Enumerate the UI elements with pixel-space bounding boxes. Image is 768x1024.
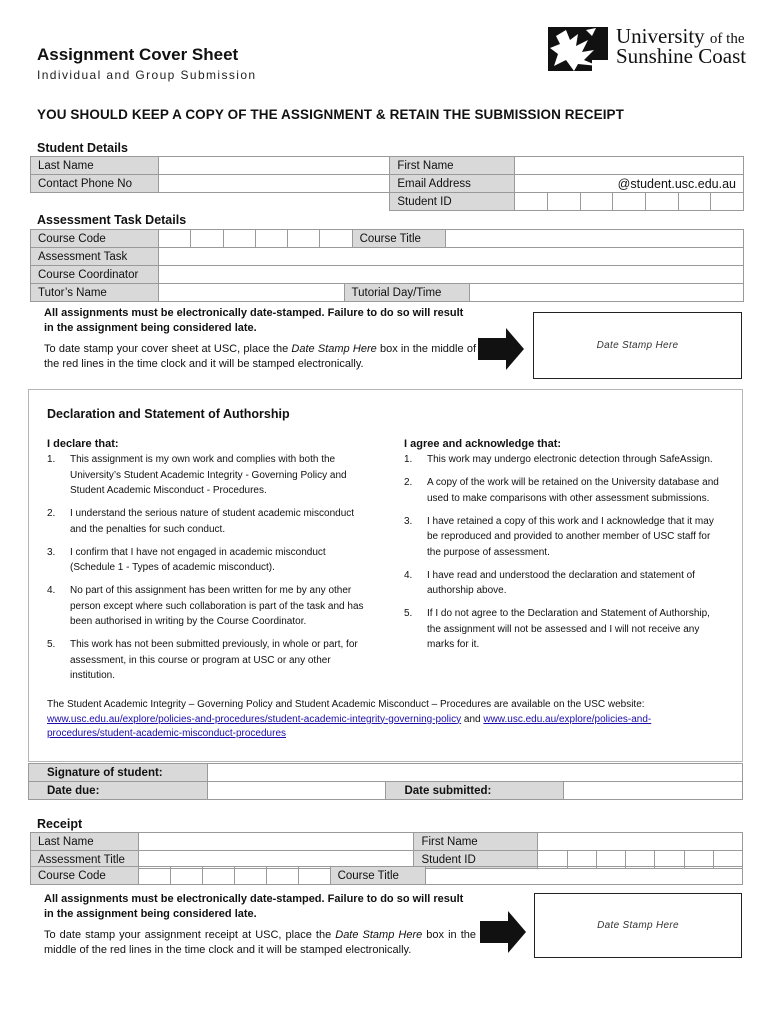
assessment-task-label: Assessment Task	[31, 248, 159, 266]
integrity-policy-link[interactable]: www.usc.edu.au/explore/policies-and-procedures/student-academic-integrity-governing-policy	[47, 713, 462, 725]
email-field[interactable]	[515, 175, 744, 193]
receipt-date-stamp-warning: All assignments must be electronically date-stamped. Failure to do so will result in the assignment being considered late.	[44, 893, 464, 920]
misconduct-procedures-link[interactable]: www.usc.edu.au/explore/policies-and-procedures/student-academic-misconduct-procedures	[47, 713, 652, 739]
receipt-course-code-label: Course Code	[31, 867, 139, 885]
policy-availability-text: The Student Academic Integrity – Governing Policy and Student Academic Misconduct – Procedures are available on the USC website: www.usc.edu.au/explore/policies-and-procedures/student-academic-integrity-governing-policy and www.usc.edu.au/explore/policies-and-procedures/student-academic-misconduct-procedures	[47, 699, 652, 739]
list-item: 3. I confirm that I have not engaged in academic misconduct (Schedule 1 - Types of academic misconduct).	[47, 546, 326, 573]
signature-table	[28, 763, 743, 800]
logo-wordmark-line1: University of the	[616, 24, 745, 48]
usc-logo-mark-icon	[548, 26, 610, 72]
assessment-details-table	[30, 229, 744, 284]
course-title-field[interactable]	[445, 230, 743, 248]
receipt-date-stamp-instructions	[44, 892, 476, 958]
receipt-course-title-field[interactable]	[425, 867, 742, 885]
declaration-section	[28, 389, 743, 762]
contact-phone-field[interactable]	[158, 175, 389, 193]
last-name-field[interactable]	[158, 157, 389, 175]
tutors-name-label: Tutor’s Name	[31, 284, 159, 302]
email-address-label: Email Address	[390, 175, 515, 193]
list-item: 2. A copy of the work will be retained on the University database and used to make comparisons with other assessment submissions.	[404, 477, 719, 504]
course-code-boxes[interactable]	[158, 230, 352, 248]
list-item: 4. No part of this assignment has been written for me by any other person except where such collaboration is part of the task and has been authorised in writing by the Course Coordinator.	[47, 585, 364, 627]
agree-list	[404, 452, 726, 660]
receipt-heading: Receipt	[37, 817, 83, 831]
receipt-first-name-field[interactable]	[538, 833, 743, 851]
tutor-row-table	[30, 283, 744, 302]
receipt-student-id-label: Student ID	[414, 851, 538, 869]
list-item: 5. If I do not agree to the Declaration and Statement of Authorship, the assignment will not be assessed and I will not receive any marks for it.	[404, 608, 710, 650]
receipt-course-title-label: Course Title	[330, 867, 425, 885]
signature-label: Signature of student:	[29, 764, 208, 782]
date-stamp-instructions	[44, 306, 476, 372]
tutorial-day-time-label: Tutorial Day/Time	[344, 284, 469, 302]
date-stamp-box[interactable]: Date Stamp Here	[533, 312, 742, 379]
arrow-right-icon	[478, 328, 524, 370]
student-details-table	[30, 156, 744, 211]
first-name-label: First Name	[390, 157, 515, 175]
course-coordinator-field[interactable]	[158, 266, 743, 284]
keep-copy-warning: YOU SHOULD KEEP A COPY OF THE ASSIGNMENT & RETAIN THE SUBMISSION RECEIPT	[37, 107, 625, 122]
signature-field[interactable]	[207, 764, 742, 782]
first-name-field[interactable]	[515, 157, 744, 175]
list-item: 2. I understand the serious nature of student academic misconduct and the penalties for such conduct.	[47, 508, 355, 535]
date-due-field[interactable]	[207, 782, 386, 800]
university-logo	[548, 26, 748, 74]
list-item: 4. I have read and understood the declaration and statement of authorship above.	[404, 569, 695, 596]
receipt-last-name-label: Last Name	[31, 833, 139, 851]
receipt-assessment-title-label: Assessment Title	[31, 851, 139, 869]
receipt-course-table	[30, 866, 743, 885]
date-submitted-label: Date submitted:	[386, 782, 564, 800]
receipt-date-stamp-howto: To date stamp your assignment receipt at USC, place the Date Stamp Here box in the middle of the red lines in the time clock and it will be stamped electronically.	[44, 929, 476, 956]
arrow-right-icon	[480, 911, 526, 953]
student-id-label: Student ID	[390, 193, 515, 211]
logo-wordmark-line2: Sunshine Coast	[616, 44, 747, 68]
course-code-label: Course Code	[31, 230, 159, 248]
list-item: 1. This work may undergo electronic detection through SafeAssign.	[404, 454, 713, 465]
course-coordinator-label: Course Coordinator	[31, 266, 159, 284]
receipt-last-name-field[interactable]	[138, 833, 413, 851]
page-subtitle: Individual and Group Submission	[37, 68, 257, 82]
agree-heading: I agree and acknowledge that:	[404, 438, 562, 450]
receipt-date-stamp-box[interactable]: Date Stamp Here	[534, 893, 742, 958]
assessment-details-heading: Assessment Task Details	[37, 213, 187, 227]
declare-list	[47, 452, 369, 691]
email-suffix: @student.usc.edu.au	[617, 176, 736, 191]
receipt-first-name-label: First Name	[414, 833, 538, 851]
declare-heading: I declare that:	[47, 438, 119, 450]
list-item: 3. I have retained a copy of this work and I acknowledge that it may be reproduced and provided to another member of USC staff for the purpose of assessment.	[404, 515, 714, 558]
list-item: 1. This assignment is my own work and complies with both the University’s Student Academic Integrity - Governing Policy and Student Academic Misconduct - Procedures.	[47, 454, 347, 496]
date-stamp-howto: To date stamp your cover sheet at USC, place the Date Stamp Here box in the middle of the red lines in the time clock and it will be stamped electronically.	[44, 343, 476, 370]
student-id-boxes[interactable]	[515, 193, 744, 211]
list-item: 5. This work has not been submitted previously, in whole or part, for assessment, in this course or program at USC or any other institution.	[47, 639, 358, 681]
tutorial-day-time-field[interactable]	[469, 284, 744, 302]
declaration-title: Declaration and Statement of Authorship	[47, 407, 290, 421]
receipt-table	[30, 832, 743, 869]
date-due-label: Date due:	[29, 782, 208, 800]
student-details-heading: Student Details	[37, 141, 128, 155]
receipt-course-code-boxes[interactable]	[138, 867, 330, 885]
tutors-name-field[interactable]	[158, 284, 344, 302]
page-title: Assignment Cover Sheet	[37, 45, 239, 64]
last-name-label: Last Name	[31, 157, 159, 175]
date-stamp-warning: All assignments must be electronically date-stamped. Failure to do so will result in the assignment being considered late.	[44, 307, 464, 334]
assessment-task-field[interactable]	[158, 248, 743, 266]
date-submitted-field[interactable]	[564, 782, 743, 800]
contact-phone-label: Contact Phone No	[31, 175, 159, 193]
course-title-label: Course Title	[352, 230, 445, 248]
